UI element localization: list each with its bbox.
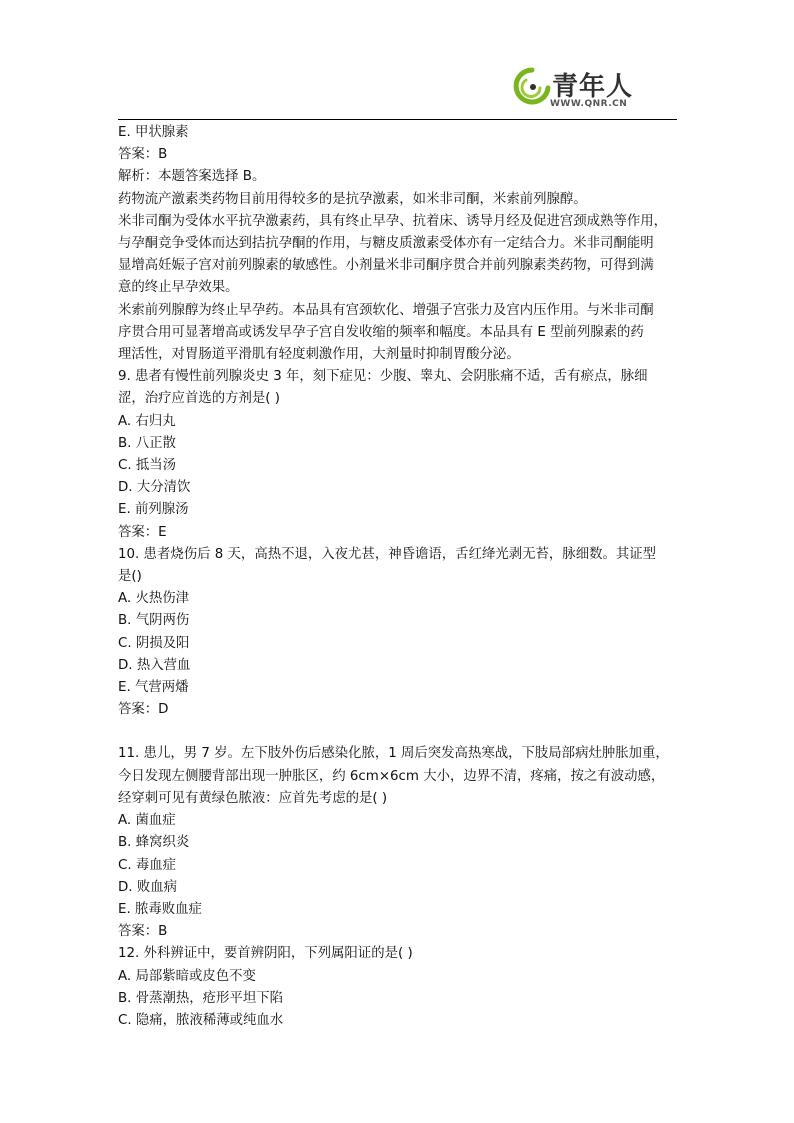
- text-line: 意的终止早孕效果。: [118, 280, 239, 296]
- header-divider: [118, 119, 677, 120]
- text-line: 经穿刺可见有黄绿色脓液：应首先考虑的是( ): [118, 790, 388, 806]
- text-line: 10. 患者烧伤后 8 天，高热不退，入夜尤甚，神昏谵语，舌红绛光剥无苔，脉细数。其证型: [118, 546, 657, 562]
- text-line: A. 火热伤津: [118, 591, 189, 607]
- text-line: E. 前列腺汤: [118, 502, 189, 518]
- text-line: D. 大分清饮: [118, 480, 191, 496]
- text-line: 解析：本题答案选择 B。: [118, 169, 266, 185]
- text-line: D. 败血病: [118, 879, 177, 895]
- text-line: E. 气营两燔: [118, 680, 189, 696]
- text-line: C. 隐痛，脓液稀薄或纯血水: [118, 1012, 284, 1028]
- text-line: A. 菌血症: [118, 813, 176, 829]
- text-line: 9. 患者有慢性前列腺炎史 3 年，刻下症见：少腹、睾丸、会阴胀痛不适，舌有瘀点，脉细: [118, 369, 648, 385]
- text-line: 11. 患儿，男 7 岁。左下肢外伤后感染化脓，1 周后突发高热寒战，下肢局部病灶肿胀加重，: [118, 746, 669, 762]
- qnr-logo: [512, 66, 662, 112]
- logo-url: WWW.QNR.CN: [550, 99, 628, 109]
- text-line: 米非司酮为受体水平抗孕激素药，具有终止早孕、抗着床、诱导月经及促进宫颈成熟等作用，: [118, 213, 668, 229]
- logo-swirl-icon: [512, 66, 552, 106]
- text-line: D. 热入营血: [118, 657, 191, 673]
- text-line: A. 右归丸: [118, 413, 176, 429]
- text-line: B. 蜂窝织炎: [118, 835, 190, 851]
- text-line: 答案：D: [118, 702, 169, 718]
- text-line: 理活性，对胃肠道平滑肌有轻度刺激作用，大剂量时抑制胃酸分泌。: [118, 347, 520, 363]
- text-line: C. 毒血症: [118, 857, 177, 873]
- text-line: 答案：B: [118, 924, 168, 940]
- text-line: 药物流产激素类药物目前用得较多的是抗孕激素，如米非司酮，米索前列腺醇。: [118, 191, 587, 207]
- text-line: E. 脓毒败血症: [118, 901, 202, 917]
- text-line: 答案：E: [118, 524, 167, 540]
- text-line: B. 骨蒸潮热，疮形平坦下陷: [118, 990, 283, 1006]
- text-line: 序贯合用可显著增高或诱发早孕子宫自发收缩的频率和幅度。本品具有 E 型前列腺素的药: [118, 324, 644, 340]
- text-line: 答案：B: [118, 147, 168, 163]
- text-line: C. 抵当汤: [118, 458, 177, 474]
- text-line: 与孕酮竞争受体而达到拮抗孕酮的作用，与糖皮质激素受体亦有一定结合力。米非司酮能明: [118, 236, 654, 252]
- text-line: B. 气阴两伤: [118, 613, 190, 629]
- text-line: 显增高妊娠子宫对前列腺素的敏感性。小剂量米非司酮序贯合并前列腺素类药物，可得到满: [118, 258, 654, 274]
- text-line: A. 局部紫暗或皮色不变: [118, 968, 256, 984]
- text-line: B. 八正散: [118, 435, 176, 451]
- text-line: E. 甲状腺素: [118, 125, 189, 140]
- text-line: 涩，治疗应首选的方剂是( ): [118, 391, 281, 407]
- text-line: C. 阴损及阳: [118, 635, 190, 651]
- document-body: [118, 122, 680, 1032]
- text-line: 今日发现左侧腰背部出现一肿胀区，约 6cm×6cm 大小，边界不清，疼痛，按之有波动感，: [118, 768, 665, 784]
- text-line: 米索前列腺醇为终止早孕药。本品具有宫颈软化、增强子宫张力及宫内压作用。与米非司酮: [118, 302, 654, 318]
- logo-text: 青年人: [552, 72, 634, 102]
- blank-line: [118, 721, 680, 743]
- text-line: 是(): [118, 569, 142, 585]
- text-line: 12. 外科辨证中，要首辨阴阳，下列属阳证的是( ): [118, 946, 413, 962]
